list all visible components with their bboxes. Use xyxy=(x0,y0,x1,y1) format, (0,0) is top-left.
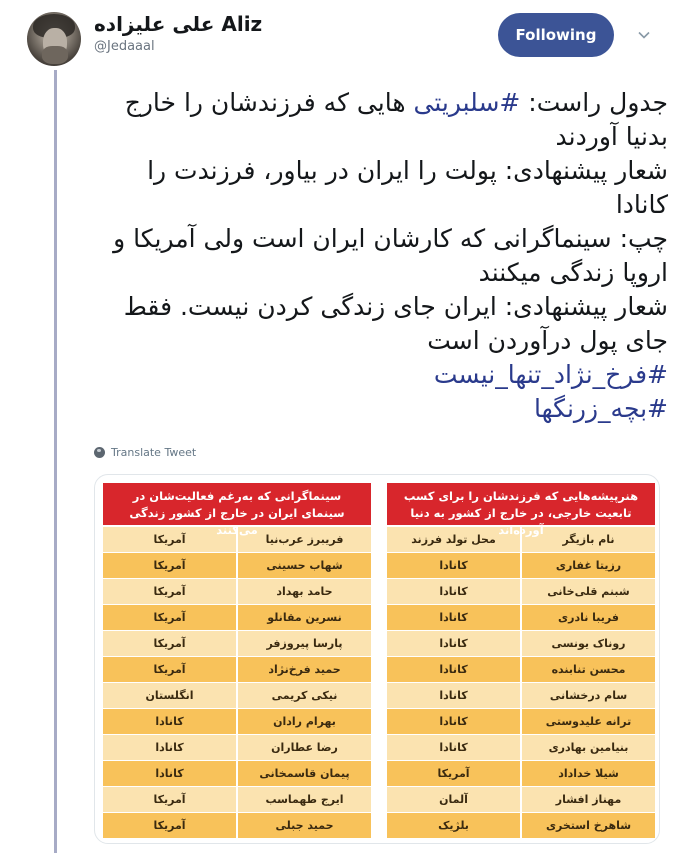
table-row xyxy=(103,657,371,683)
table-row xyxy=(387,683,655,709)
tweet-line xyxy=(92,86,668,120)
tweet-line xyxy=(92,222,668,256)
avatar[interactable] xyxy=(27,12,81,66)
country-cell: آلمان xyxy=(387,787,522,812)
person-name-cell: شهاب حسینی xyxy=(266,559,343,572)
person-name-cell: پیمان قاسمخانی xyxy=(259,767,350,780)
person-name-cell: ترانه علیدوستی xyxy=(545,715,632,728)
translate-tweet-link[interactable] xyxy=(94,446,196,459)
table-row xyxy=(387,631,655,657)
person-name-cell: رضا عطاران xyxy=(271,741,338,754)
table-row xyxy=(387,813,655,839)
country-cell: کانادا xyxy=(387,709,522,734)
person-name-cell: نیکی کریمی xyxy=(271,689,338,702)
tweet-line xyxy=(92,358,668,392)
tweet-line xyxy=(92,256,668,290)
left-table-title: سینماگرانی که به‌رغم فعالیت‌شان در سینمای ایران در خارج از کشور زندگی می‌کنند xyxy=(103,483,371,527)
country-cell: آمریکا xyxy=(103,579,238,604)
person-name-cell: شبنم قلی‌خانی xyxy=(547,585,630,598)
tweet-image[interactable] xyxy=(94,474,660,844)
table-row xyxy=(387,605,655,631)
person-name-cell: نسرین مقانلو xyxy=(267,611,342,624)
country-cell: کانادا xyxy=(103,735,238,760)
hashtag-link[interactable]: #فرخ_نژاد_تنها_نیست xyxy=(433,360,668,389)
country-cell: کانادا xyxy=(387,553,522,578)
tweet-line xyxy=(92,290,668,324)
table-row xyxy=(103,527,371,553)
country-cell: کانادا xyxy=(103,709,238,734)
country-cell: کانادا xyxy=(387,735,522,760)
country-cell: کانادا xyxy=(103,761,238,786)
hashtag-link[interactable]: #سلبریتی xyxy=(413,88,521,117)
person-name-cell: ایرج طهماسب xyxy=(265,793,344,806)
person-name-cell: روناک یونسی xyxy=(551,637,626,650)
following-button[interactable]: Following xyxy=(498,13,614,57)
country-cell: کانادا xyxy=(387,657,522,682)
table-row xyxy=(103,683,371,709)
right-table-title: هنرپیشه‌هایی که فرزندشان را برای کسب تابعیت خارجی، در خارج از کشور به دنیا آورده‌اند xyxy=(387,483,655,527)
tweet-line xyxy=(92,188,668,222)
tweet-text-segment: جای پول درآوردن است xyxy=(427,326,668,355)
country-cell: آمریکا xyxy=(103,605,238,630)
country-cell: آمریکا xyxy=(103,631,238,656)
display-name-persian: علی علیزاده xyxy=(94,12,215,36)
person-name-cell: بهرام رادان xyxy=(273,715,336,728)
country-cell: آمریکا xyxy=(103,527,238,552)
person-name-cell: حمید جبلی xyxy=(275,819,334,832)
left-table-filmmakers xyxy=(103,483,371,839)
table-row xyxy=(387,579,655,605)
right-table-actors xyxy=(387,483,655,839)
table-column-header: محل تولد فرزند xyxy=(387,527,522,552)
tweet-text-segment: بدنیا آوردند xyxy=(555,122,668,151)
country-cell: کانادا xyxy=(387,579,522,604)
person-name-cell: بنیامین بهادری xyxy=(548,741,629,754)
person-name-cell: سام درخشانی xyxy=(549,689,628,702)
country-cell: کانادا xyxy=(387,683,522,708)
country-cell: آمریکا xyxy=(103,787,238,812)
author-handle[interactable]: @Jedaaal xyxy=(94,39,155,54)
table-row xyxy=(387,709,655,735)
tweet-line xyxy=(92,154,668,188)
country-cell: آمریکا xyxy=(103,813,238,838)
avatar-beard xyxy=(42,46,68,64)
person-name-cell: مهناز افشار xyxy=(555,793,622,806)
table-row xyxy=(387,553,655,579)
tweet-text-segment: کانادا xyxy=(615,190,668,219)
tweet-line xyxy=(92,392,668,426)
country-cell: آمریکا xyxy=(103,657,238,682)
person-name-cell: حامد بهداد xyxy=(276,585,333,598)
chevron-down-icon[interactable] xyxy=(637,28,651,42)
person-name-cell: شاهرخ استخری xyxy=(545,819,632,832)
table-row xyxy=(387,735,655,761)
author-display-name[interactable] xyxy=(94,12,262,36)
tweet-text xyxy=(92,86,668,426)
tweet-text-segment: شعار پیشنهادی: پولت را ایران در بیاور، فرزندت را xyxy=(147,156,668,185)
tweet-text-segment: هایی که فرزندشان را خارج xyxy=(124,88,414,117)
table-row xyxy=(103,735,371,761)
tweet-text-segment: شعار پیشنهادی: ایران جای زندگی کردن نیست. فقط xyxy=(123,292,668,321)
country-cell: کانادا xyxy=(387,631,522,656)
tweet-line xyxy=(92,120,668,154)
country-cell: انگلستان xyxy=(103,683,238,708)
person-name-cell: حمید فرخ‌نژاد xyxy=(268,663,341,676)
table-header-row xyxy=(387,527,655,553)
table-row xyxy=(387,787,655,813)
tweet-text-segment: جدول راست: xyxy=(520,88,668,117)
author-block[interactable] xyxy=(94,12,262,54)
person-name-cell: رزیتا غفاری xyxy=(555,559,622,572)
tweet-text-segment: اروپا زندگی میکنند xyxy=(478,258,668,287)
thread-line xyxy=(54,70,57,853)
country-cell: کانادا xyxy=(387,605,522,630)
table-row xyxy=(103,813,371,839)
country-cell: آمریکا xyxy=(103,553,238,578)
hashtag-link[interactable]: #بچه_زرنگها xyxy=(534,394,668,423)
person-name-cell: فریبا نادری xyxy=(558,611,619,624)
person-name-cell: محسن تنابنده xyxy=(551,663,626,676)
table-row xyxy=(103,709,371,735)
table-row xyxy=(387,657,655,683)
display-name-latin: Aliz xyxy=(221,12,263,36)
table-row xyxy=(387,761,655,787)
tweet-text-segment: چپ: سینماگرانی که کارشان ایران است ولی آمریکا و xyxy=(113,224,668,253)
translate-label: Translate Tweet xyxy=(111,446,197,459)
person-name-cell: فریبرز عرب‌نیا xyxy=(265,533,344,546)
person-name-cell: شیلا خداداد xyxy=(558,767,619,780)
country-cell: آمریکا xyxy=(387,761,522,786)
tweet-line xyxy=(92,324,668,358)
table-row xyxy=(103,553,371,579)
country-cell: بلژیک xyxy=(387,813,522,838)
table-row xyxy=(103,605,371,631)
globe-icon xyxy=(94,447,105,458)
person-name-cell: پارسا پیروزفر xyxy=(266,637,343,650)
table-row xyxy=(103,787,371,813)
table-row xyxy=(103,579,371,605)
table-column-header: نام بازیگر xyxy=(562,533,615,546)
table-row xyxy=(103,631,371,657)
table-row xyxy=(103,761,371,787)
